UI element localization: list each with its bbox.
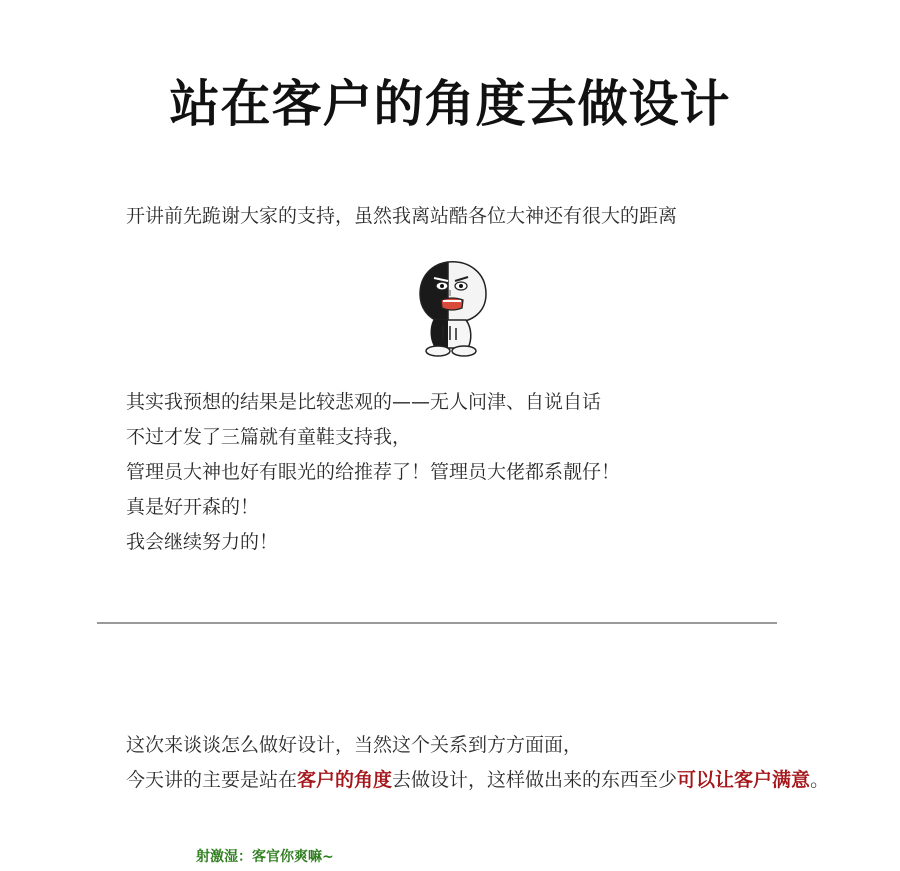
topic-text-2: 去做设计，这样做出来的东西至少 — [392, 769, 678, 791]
reaction-line-1: 其实我预想的结果是比较悲观的——无人问津、自说自话 — [126, 391, 602, 413]
reaction-line-3: 管理员大神也好有眼光的给推荐了！管理员大佬都系靓仔！ — [126, 461, 621, 483]
green-caption: 射激湿：客官你爽嘛~ — [196, 849, 334, 865]
nervous-face-sticker-icon — [410, 256, 500, 360]
reaction-line-4: 真是好开森的！ — [126, 496, 260, 518]
highlight-customer-perspective: 客户的角度 — [297, 769, 393, 791]
topic-line-1: 这次来谈谈怎么做好设计，当然这个关系到方方面面， — [126, 734, 583, 756]
article-title: 站在客户的角度去做设计 — [169, 74, 731, 133]
topic-text-3: 。 — [810, 769, 830, 791]
reaction-line-2: 不过才发了三篇就有童鞋支持我， — [126, 426, 412, 448]
topic-line-2 — [126, 766, 829, 794]
section-divider — [97, 622, 777, 624]
highlight-satisfy-customer: 可以让客户满意 — [677, 769, 811, 791]
intro-text: 开讲前先跪谢大家的支持，虽然我离站酷各位大神还有很大的距离 — [126, 205, 678, 227]
reaction-line-5: 我会继续努力的！ — [126, 531, 279, 553]
topic-text-1: 今天讲的主要是站在 — [126, 769, 298, 791]
